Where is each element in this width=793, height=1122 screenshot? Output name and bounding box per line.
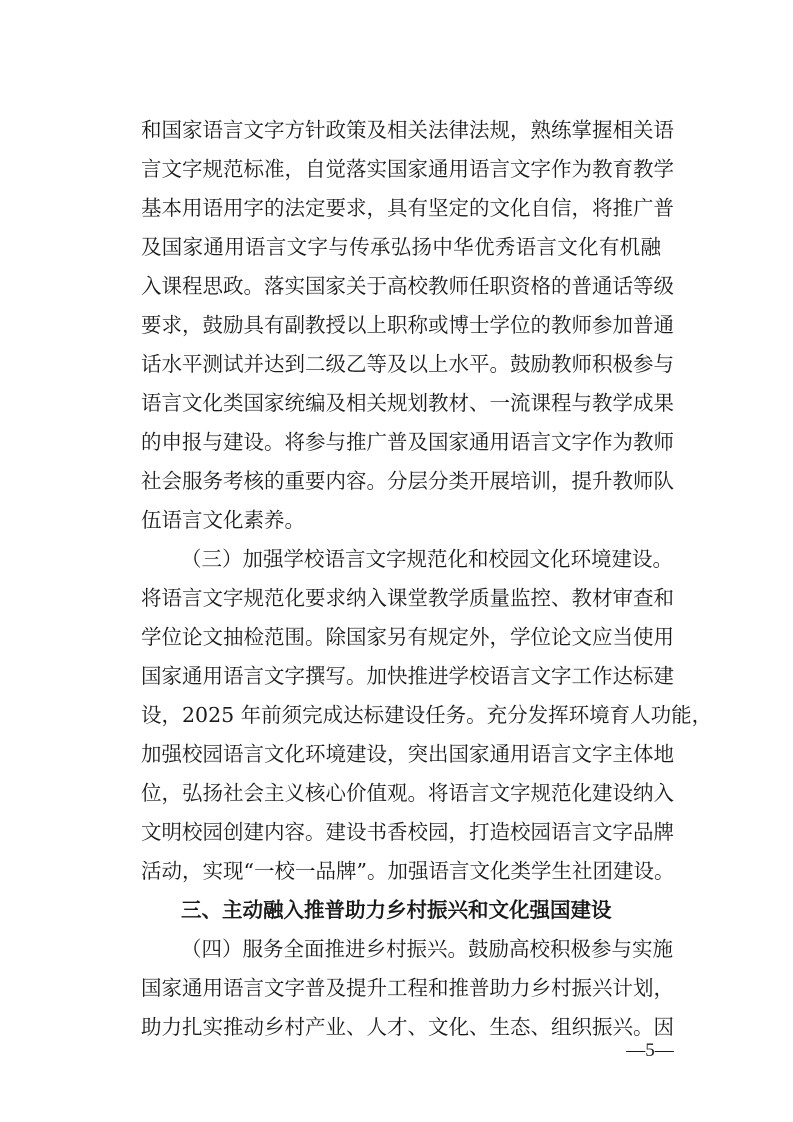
text-line: 设，2025 年前须完成达标建设任务。充分发挥环境育人功能， (141, 703, 713, 727)
text-line: 将语言文字规范化要求纳入课堂教学质量监控、教材审查和 (141, 586, 674, 610)
text-line: 社会服务考核的重要内容。分层分类开展培训，提升教师队 (141, 469, 674, 493)
text-line: 话水平测试并达到二级乙等及以上水平。鼓励教师积极参与 (141, 352, 674, 376)
text-line: 语言文化类国家统编及相关规划教材、一流课程与教学成果 (141, 391, 674, 415)
text-line: 基本用语用字的法定要求，具有坚定的文化自信，将推广普 (141, 196, 674, 220)
text-line: 国家通用语言文字普及提升工程和推普助力乡村振兴计划， (141, 976, 674, 1000)
text-line: 言文字规范标准，自觉落实国家通用语言文字作为教育教学 (141, 157, 674, 181)
text-line: 的申报与建设。将参与推广普及国家通用语言文字作为教师 (141, 430, 674, 454)
subsection-heading: （三）加强学校语言文字规范化和校园文化环境建设。 (181, 547, 673, 571)
text-line: 加强校园语言文化环境建设，突出国家通用语言文字主体地 (141, 742, 674, 766)
page-number: —5— (626, 1040, 674, 1061)
text-line: 学位论文抽检范围。除国家另有规定外，学位论文应当使用 (141, 625, 674, 649)
text-line: 伍语言文化素养。 (141, 508, 305, 532)
text-line: 入课程思政。落实国家关于高校教师任职资格的普通话等级 (141, 274, 674, 298)
text-line: 及国家通用语言文字与传承弘扬中华优秀语言文化有机融 (141, 235, 661, 259)
text-line: 文明校园创建内容。建设书香校园，打造校园语言文字品牌 (141, 820, 674, 844)
section-heading: 三、主动融入推普助力乡村振兴和文化强国建设 (181, 898, 612, 922)
text-line: 助力扎实推动乡村产业、人才、文化、生态、组织振兴。因 (141, 1015, 674, 1039)
text-line: 国家通用语言文字撰写。加快推进学校语言文字工作达标建 (141, 664, 674, 688)
text-line: 要求，鼓励具有副教授以上职称或博士学位的教师参加普通 (141, 313, 674, 337)
subsection-heading: （四）服务全面推进乡村振兴。鼓励高校积极参与实施 (181, 937, 673, 961)
text-line: 位，弘扬社会主义核心价值观。将语言文字规范化建设纳入 (141, 781, 674, 805)
text-line: 和国家语言文字方针政策及相关法律法规，熟练掌握相关语 (141, 118, 674, 142)
text-line: 活动，实现“一校一品牌”。加强语言文化类学生社团建设。 (141, 859, 675, 883)
